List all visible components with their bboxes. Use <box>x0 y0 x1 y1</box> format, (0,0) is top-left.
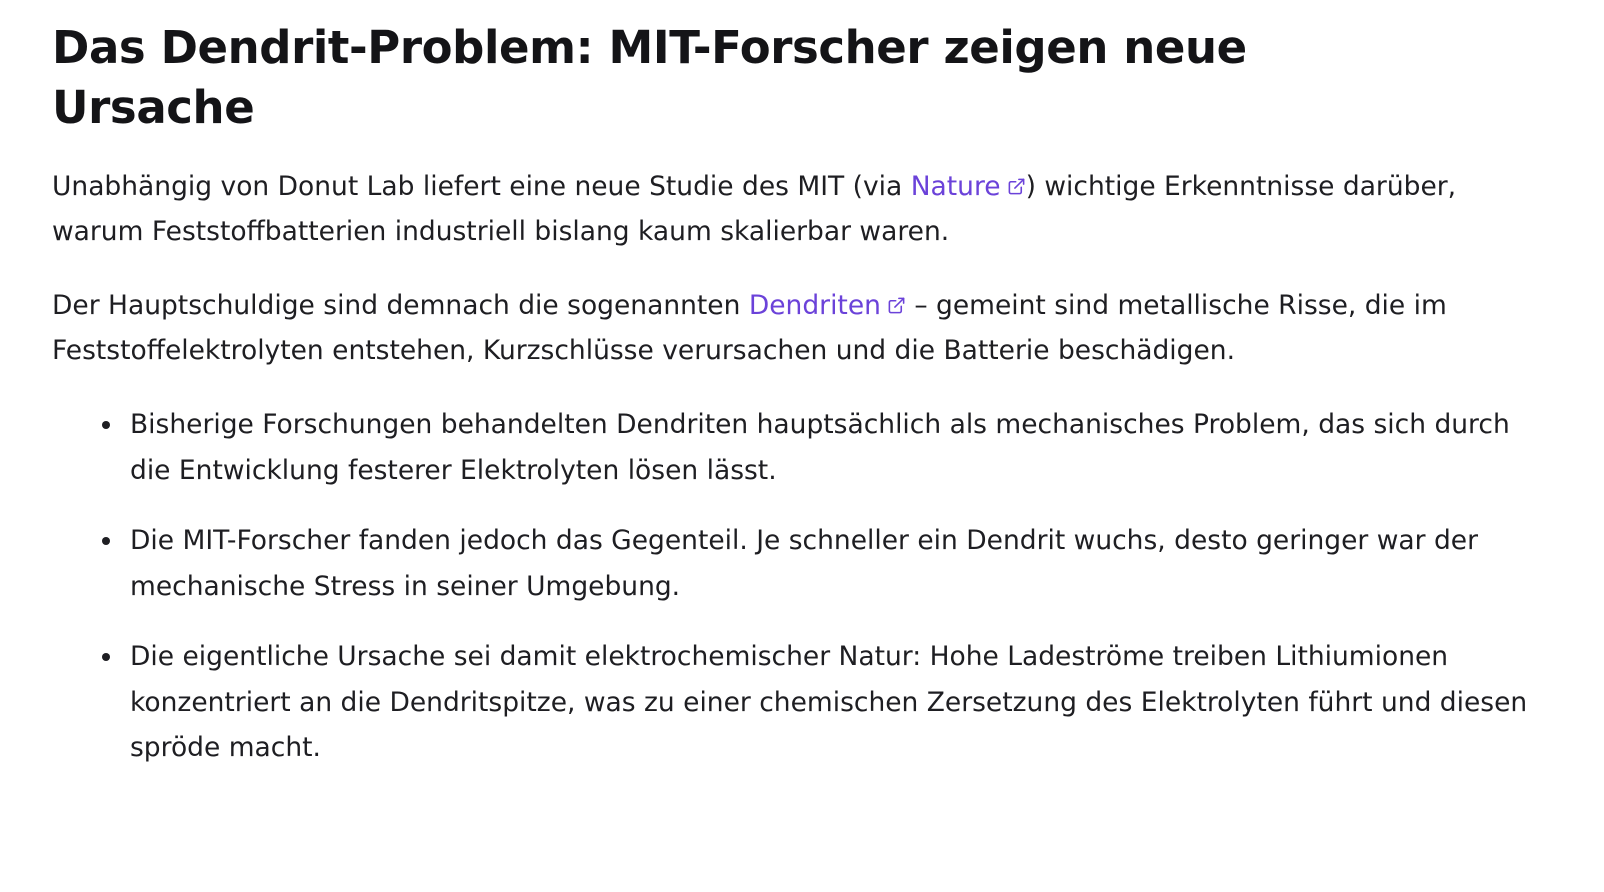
dendriten-link[interactable] <box>749 290 906 321</box>
list-item <box>130 518 1552 609</box>
list-item-text: Die eigentliche Ursache sei damit elektrochemischer Natur: Hohe Ladeströme treiben Lithiumionen konzentriert an die Dendritspitze, was zu einer chemischen Zersetzung des Elektrolyten führt und diesen spröde macht. <box>130 641 1528 764</box>
paragraph-intro-text-before: Unabhängig von Donut Lab liefert eine neue Studie des MIT (via <box>52 170 911 202</box>
paragraph-dendrites-text-before: Der Hauptschuldige sind demnach die sogenannten <box>52 289 749 321</box>
list-item-text: Die MIT-Forscher fanden jedoch das Gegenteil. Je schneller ein Dendrit wuchs, desto geringer war der mechanische Stress in seiner Umgebung. <box>130 525 1478 602</box>
paragraph-intro-text-after: ) wichtige Erkenntnisse darüber, warum Feststoffbatterien industriell bislang kaum skalierbar waren. <box>52 170 1457 248</box>
paragraph-dendrites <box>52 283 1472 374</box>
page-title: Das Dendrit-Problem: MIT-Forscher zeigen neue Ursache <box>52 21 1247 134</box>
list-item <box>130 402 1552 493</box>
list-item <box>130 634 1552 771</box>
nature-link-label: Nature <box>910 170 1001 202</box>
dendriten-link-label: Dendriten <box>748 289 881 321</box>
paragraph-dendrites-text-after: – gemeint sind metallische Risse, die im Feststoffelektrolyten entstehen, Kurzschlüsse verursachen und die Batterie beschädigen. <box>52 289 1447 367</box>
paragraph-intro <box>52 164 1472 255</box>
nature-link[interactable] <box>911 171 1026 202</box>
external-link-icon <box>887 296 906 315</box>
external-link-icon <box>1007 177 1026 196</box>
list-item-text: Bisherige Forschungen behandelten Dendriten hauptsächlich als mechanisches Problem, das sich durch die Entwicklung festerer Elektrolyten lösen lässt. <box>130 409 1510 486</box>
findings-list <box>52 402 1552 771</box>
